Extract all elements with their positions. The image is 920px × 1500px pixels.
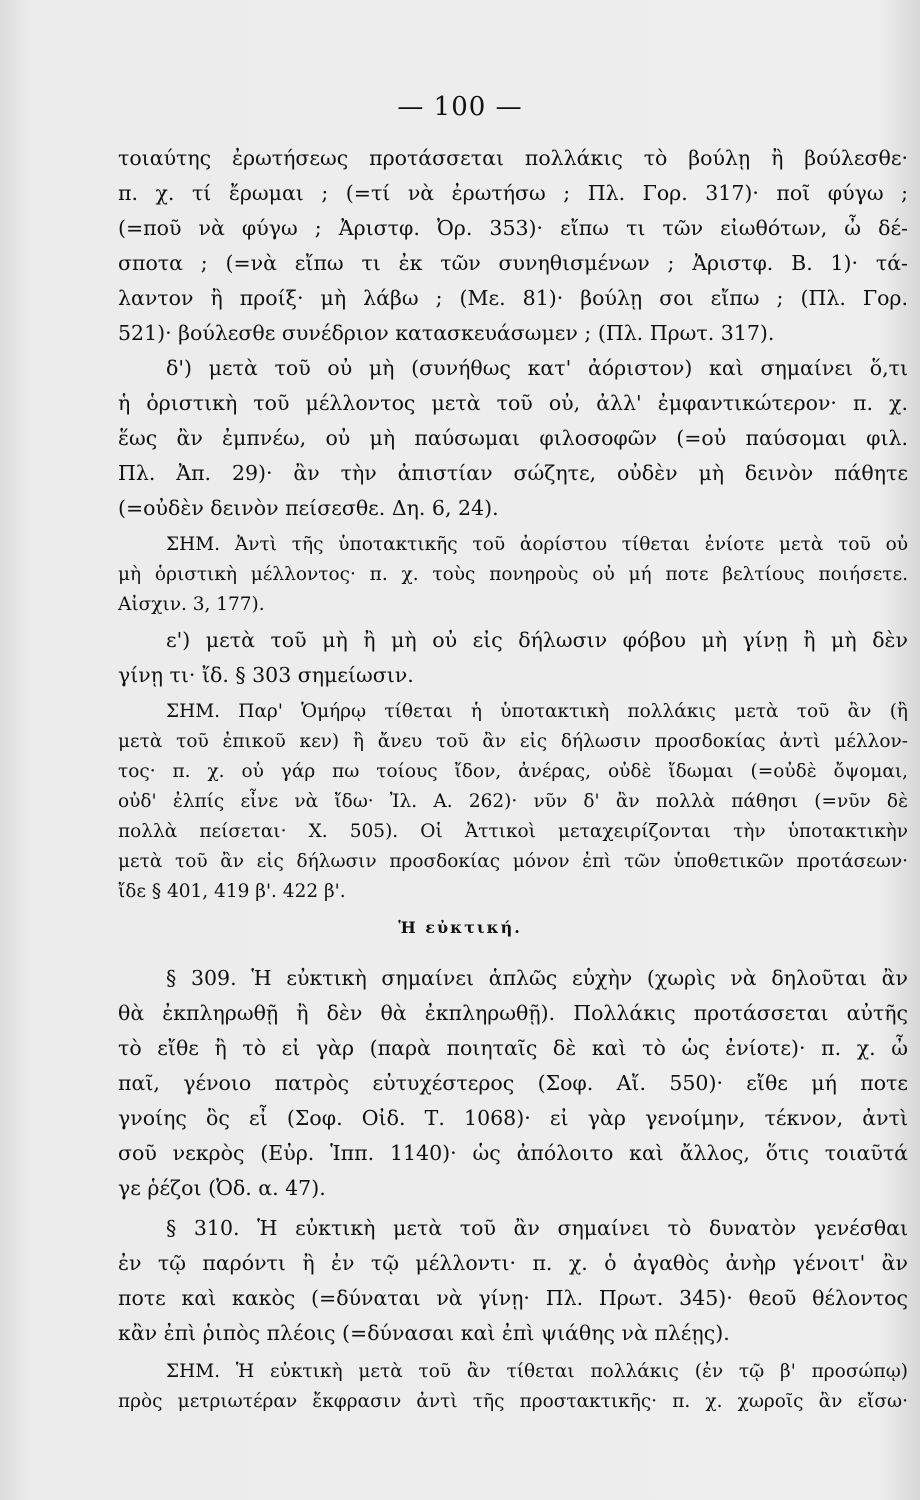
text-line: σοῦ νεκρὸς (Εὐρ. Ἱππ. 1140)· ὡς ἀπόλοιτο καὶ ἄλλος, ὅτις τοιαῦτά xyxy=(118,1141,908,1165)
text-line: ε') μετὰ τοῦ μὴ ἢ μὴ οὐ εἰς δήλωσιν φόβου μὴ γίνῃ ἢ μὴ δὲν xyxy=(166,628,908,652)
text-line: ἐν τῷ παρόντι ἢ ἐν τῷ μέλλοντι· π. χ. ὁ ἀγαθὸς ἀνὴρ γένοιτ' ἂν xyxy=(118,1251,908,1275)
text-line: ποτε καὶ κακὸς (=δύναται νὰ γίνῃ· Πλ. Πρωτ. 345)· θεοῦ θέλοντος xyxy=(118,1286,908,1310)
note-line: ἴδε § 401, 419 β'. 422 β'. xyxy=(118,881,346,902)
text-line: δ') μετὰ τοῦ οὐ μὴ (συνήθως κατ' ἀόριστον) καὶ σημαίνει ὅ,τι xyxy=(166,356,908,380)
text-line: τοιαύτης ἐρωτήσεως προτάσσεται πολλάκις τὸ βούλῃ ἢ βούλεσθε· xyxy=(118,146,908,170)
note-line: πολλὰ πείσεται· Χ. 505). Οἱ Ἀττικοὶ μεταχειρίζονται τὴν ὑποτακτικὴν xyxy=(118,821,908,842)
note-line: Αἰσχιν. 3, 177). xyxy=(118,594,265,615)
text-line: π. χ. τί ἔρωμαι ; (=τί νὰ ἐρωτήσω ; Πλ. Γορ. 317)· ποῖ φύγω ; xyxy=(118,181,908,205)
text-line: Πλ. Ἀπ. 29)· ἂν τὴν ἀπιστίαν σώζητε, οὐδὲν μὴ δεινὸν πάθητε xyxy=(118,461,908,485)
note-line: ΣΗΜ. Ἡ εὐκτικὴ μετὰ τοῦ ἂν τίθεται πολλάκις (ἐν τῷ β' προσώπῳ) xyxy=(166,1361,908,1382)
text-line: (=οὐδὲν δεινὸν πείσεσθε. Δη. 6, 24). xyxy=(118,496,499,520)
text-line: γε ῥέζοι (Ὀδ. α. 47). xyxy=(118,1176,326,1200)
text-line: κἂν ἐπὶ ῥιπὸς πλέοις (=δύνασαι καὶ ἐπὶ ψιάθης νὰ πλέῃς). xyxy=(118,1321,730,1345)
text-line: (=ποῦ νὰ φύγω ; Ἀριστφ. Ὀρ. 353)· εἴπω τι τῶν εἰωθότων, ὦ δέ- xyxy=(118,216,908,240)
text-line: παῖ, γένοιο πατρὸς εὐτυχέστερος (Σοφ. Αἴ. 550)· εἴθε μή ποτε xyxy=(118,1071,908,1095)
note-line: μὴ ὁριστικὴ μέλλοντος· π. χ. τοὺς πονηροὺς οὐ μή ποτε βελτίους ποιήσετε. xyxy=(118,564,908,585)
note-line: ΣΗΜ. Παρ' Ὁμήρῳ τίθεται ἡ ὑποτακτικὴ πολλάκις μετὰ τοῦ ἂν (ἢ xyxy=(166,701,908,722)
text-line: ἡ ὁριστικὴ τοῦ μέλλοντος μετὰ τοῦ οὐ, ἀλλ' ἐμφαντικώτερον· π. χ. xyxy=(118,391,908,415)
note-line: οὐδ' ἐλπίς εἶνε νὰ ἴδω· Ἰλ. Α. 262)· νῦν δ' ἂν πολλὰ πάθησι (=νῦν δὲ xyxy=(118,791,908,812)
text-line: λαντον ἢ προίξ· μὴ λάβω ; (Με. 81)· βούλῃ σοι εἴπω ; (Πλ. Γορ. xyxy=(118,286,908,310)
note-line: τος· π. χ. οὐ γάρ πω τοίους ἴδον, ἀνέρας, οὐδὲ ἴδωμαι (=οὐδὲ ὄψομαι, xyxy=(118,761,908,782)
text-line: τὸ εἴθε ἢ τὸ εἰ γὰρ (παρὰ ποιηταῖς δὲ καὶ τὸ ὡς ἐνίοτε)· π. χ. ὦ xyxy=(118,1036,908,1060)
text-line: ἕως ἂν ἐμπνέω, οὐ μὴ παύσωμαι φιλοσοφῶν (=οὐ παύσομαι φιλ. xyxy=(118,426,908,450)
note-line: πρὸς μετριωτέραν ἔκφρασιν ἀντὶ τῆς προστακτικῆς· π. χ. χωροῖς ἂν εἴσω· xyxy=(118,1391,908,1412)
text-line: § 309. Ἡ εὐκτικὴ σημαίνει ἁπλῶς εὐχὴν (χωρὶς νὰ δηλοῦται ἂν xyxy=(166,966,908,990)
note-line: μετὰ τοῦ ἐπικοῦ κεν) ἢ ἄνευ τοῦ ἂν εἰς δήλωσιν προσδοκίας ἀντὶ μέλλον- xyxy=(118,731,908,752)
note-line: μετὰ τοῦ ἂν εἰς δήλωσιν προσδοκίας μόνον ἐπὶ τῶν ὑποθετικῶν προτάσεων· xyxy=(118,851,908,872)
text-line: § 310. Ἡ εὐκτικὴ μετὰ τοῦ ἂν σημαίνει τὸ δυνατὸν γενέσθαι xyxy=(166,1216,908,1240)
note-line: ΣΗΜ. Ἀντὶ τῆς ὑποτακτικῆς τοῦ ἀορίστου τίθεται ἐνίοτε μετὰ τοῦ οὐ xyxy=(166,534,908,555)
text-line: γίνῃ τι· ἴδ. § 303 σημείωσιν. xyxy=(118,663,414,687)
section-heading: Ἡ εὐκτική. xyxy=(398,918,522,937)
text-line: σποτα ; (=νὰ εἴπω τι ἐκ τῶν συνηθισμένων ; Ἀριστφ. Β. 1)· τά- xyxy=(118,251,908,275)
text-line: γνοίης ὃς εἶ (Σοφ. Οἰδ. Τ. 1068)· εἰ γὰρ γενοίμην, τέκνον, ἀντὶ xyxy=(118,1106,908,1130)
text-line: 521)· βούλεσθε συνέδριον κατασκευάσωμεν ; (Πλ. Πρωτ. 317). xyxy=(118,321,775,345)
page-number: — 100 — xyxy=(397,92,523,122)
text-line: θὰ ἐκπληρωθῇ ἢ δὲν θὰ ἐκπληρωθῇ). Πολλάκις προτάσσεται αὐτῆς xyxy=(118,1001,908,1025)
